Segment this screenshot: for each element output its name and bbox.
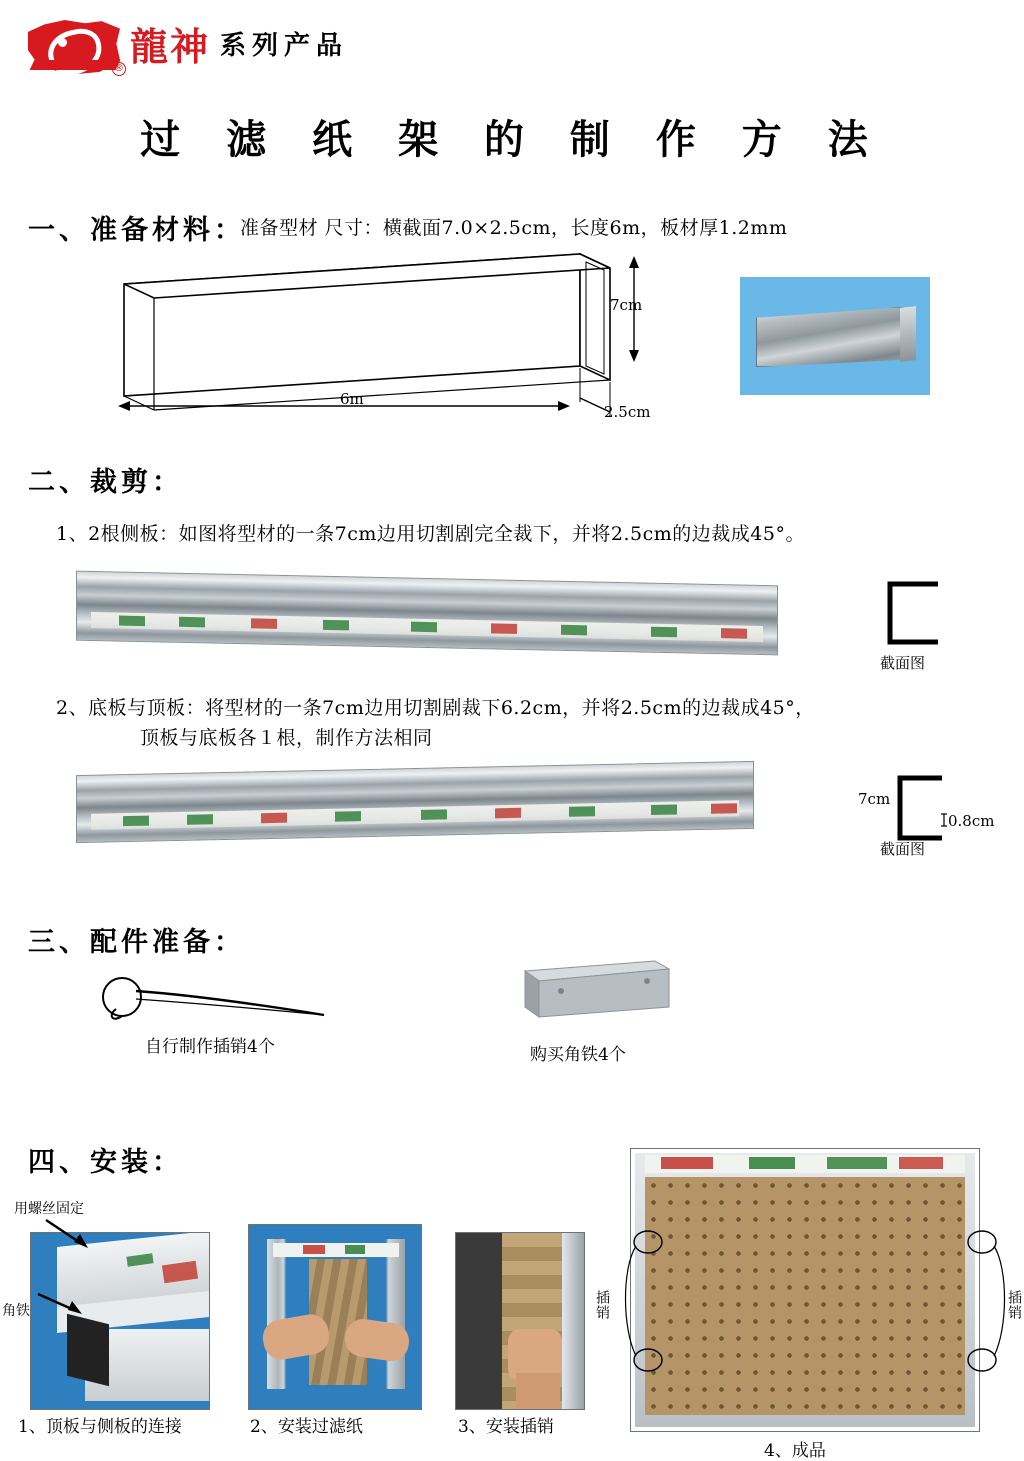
pin-drawing (92, 975, 332, 1035)
section-heading-materials: 一、准备材料： (28, 215, 245, 246)
pin-label-right: 插销 (1006, 1290, 1022, 1320)
cutting-step-1-text: 1、2根侧板：如图将型材的一条7cm边用切割剧完全裁下，并将2.5cm的边裁成45°。 (56, 523, 805, 545)
section-heading-parts: 三、配件准备： (28, 927, 245, 958)
assembly-photo-2 (248, 1224, 422, 1410)
material-sample-photo (740, 277, 930, 395)
cross-section-height-label: 7cm (858, 790, 891, 808)
cross-section-thickness-label: 0.8cm (948, 812, 995, 830)
assembly-photo-1-label-screw: 用螺丝固定 (14, 1201, 84, 1217)
brand-series-label: 系列产品 (220, 31, 349, 61)
assembly-caption-1: 1、顶板与侧板的连接 (18, 1417, 182, 1437)
brand-header (28, 14, 348, 80)
top-bottom-cross-section-diagram (890, 774, 956, 844)
angle-iron-photo (505, 955, 675, 1023)
arrow-screw-icon (42, 1216, 102, 1250)
section-heading-cutting: 二、裁剪： (28, 467, 183, 498)
pin-label-left: 插销 (594, 1290, 610, 1320)
assembly-photo-1 (30, 1232, 210, 1410)
pin-callout-icons-left (616, 1228, 676, 1388)
cross-section-caption-1: 截面图 (880, 654, 926, 672)
brand-name: 龍神 (130, 24, 211, 69)
dragon-logo-icon (28, 14, 124, 80)
section-heading-assembly: 四、安装： (28, 1147, 183, 1178)
materials-spec-text: 准备型材 尺寸：横截面7.0×2.5cm，长度6m，板材厚1.2mm (240, 217, 788, 239)
assembly-caption-3: 3、安装插销 (458, 1417, 554, 1437)
registered-mark-icon: ® (114, 63, 124, 74)
assembly-photo-4-finished (630, 1148, 980, 1432)
side-panel-photo (76, 571, 778, 656)
angle-iron-caption: 购买角铁4个 (530, 1045, 626, 1065)
assembly-caption-2: 2、安装过滤纸 (250, 1417, 363, 1437)
pin-caption: 自行制作插销4个 (145, 1037, 275, 1057)
top-bottom-panel-photo (76, 761, 754, 843)
dim-label-length: 6m (340, 390, 364, 408)
assembly-photo-3 (455, 1232, 585, 1410)
side-panel-cross-section-diagram (880, 580, 950, 648)
material-isometric-drawing (110, 248, 670, 428)
dim-label-height: 7cm (610, 296, 643, 314)
arrow-angleiron-icon (36, 1288, 92, 1318)
thickness-tick-icon (940, 812, 948, 828)
cutting-step-2-line2: 顶板与底板各１根，制作方法相同 (140, 727, 433, 749)
dim-label-depth: 2.5cm (604, 403, 651, 421)
assembly-caption-4: 4、成品 (764, 1441, 826, 1461)
page-title: 过 滤 纸 架 的 制 作 方 法 (140, 116, 884, 163)
cross-section-caption-2: 截面图 (880, 840, 926, 858)
assembly-photo-1-label-angleiron: 角铁 (2, 1303, 30, 1319)
cutting-step-2-line1: 2、底板与顶板：将型材的一条7cm边用切割剧裁下6.2cm，并将2.5cm的边裁成45°， (56, 697, 815, 719)
